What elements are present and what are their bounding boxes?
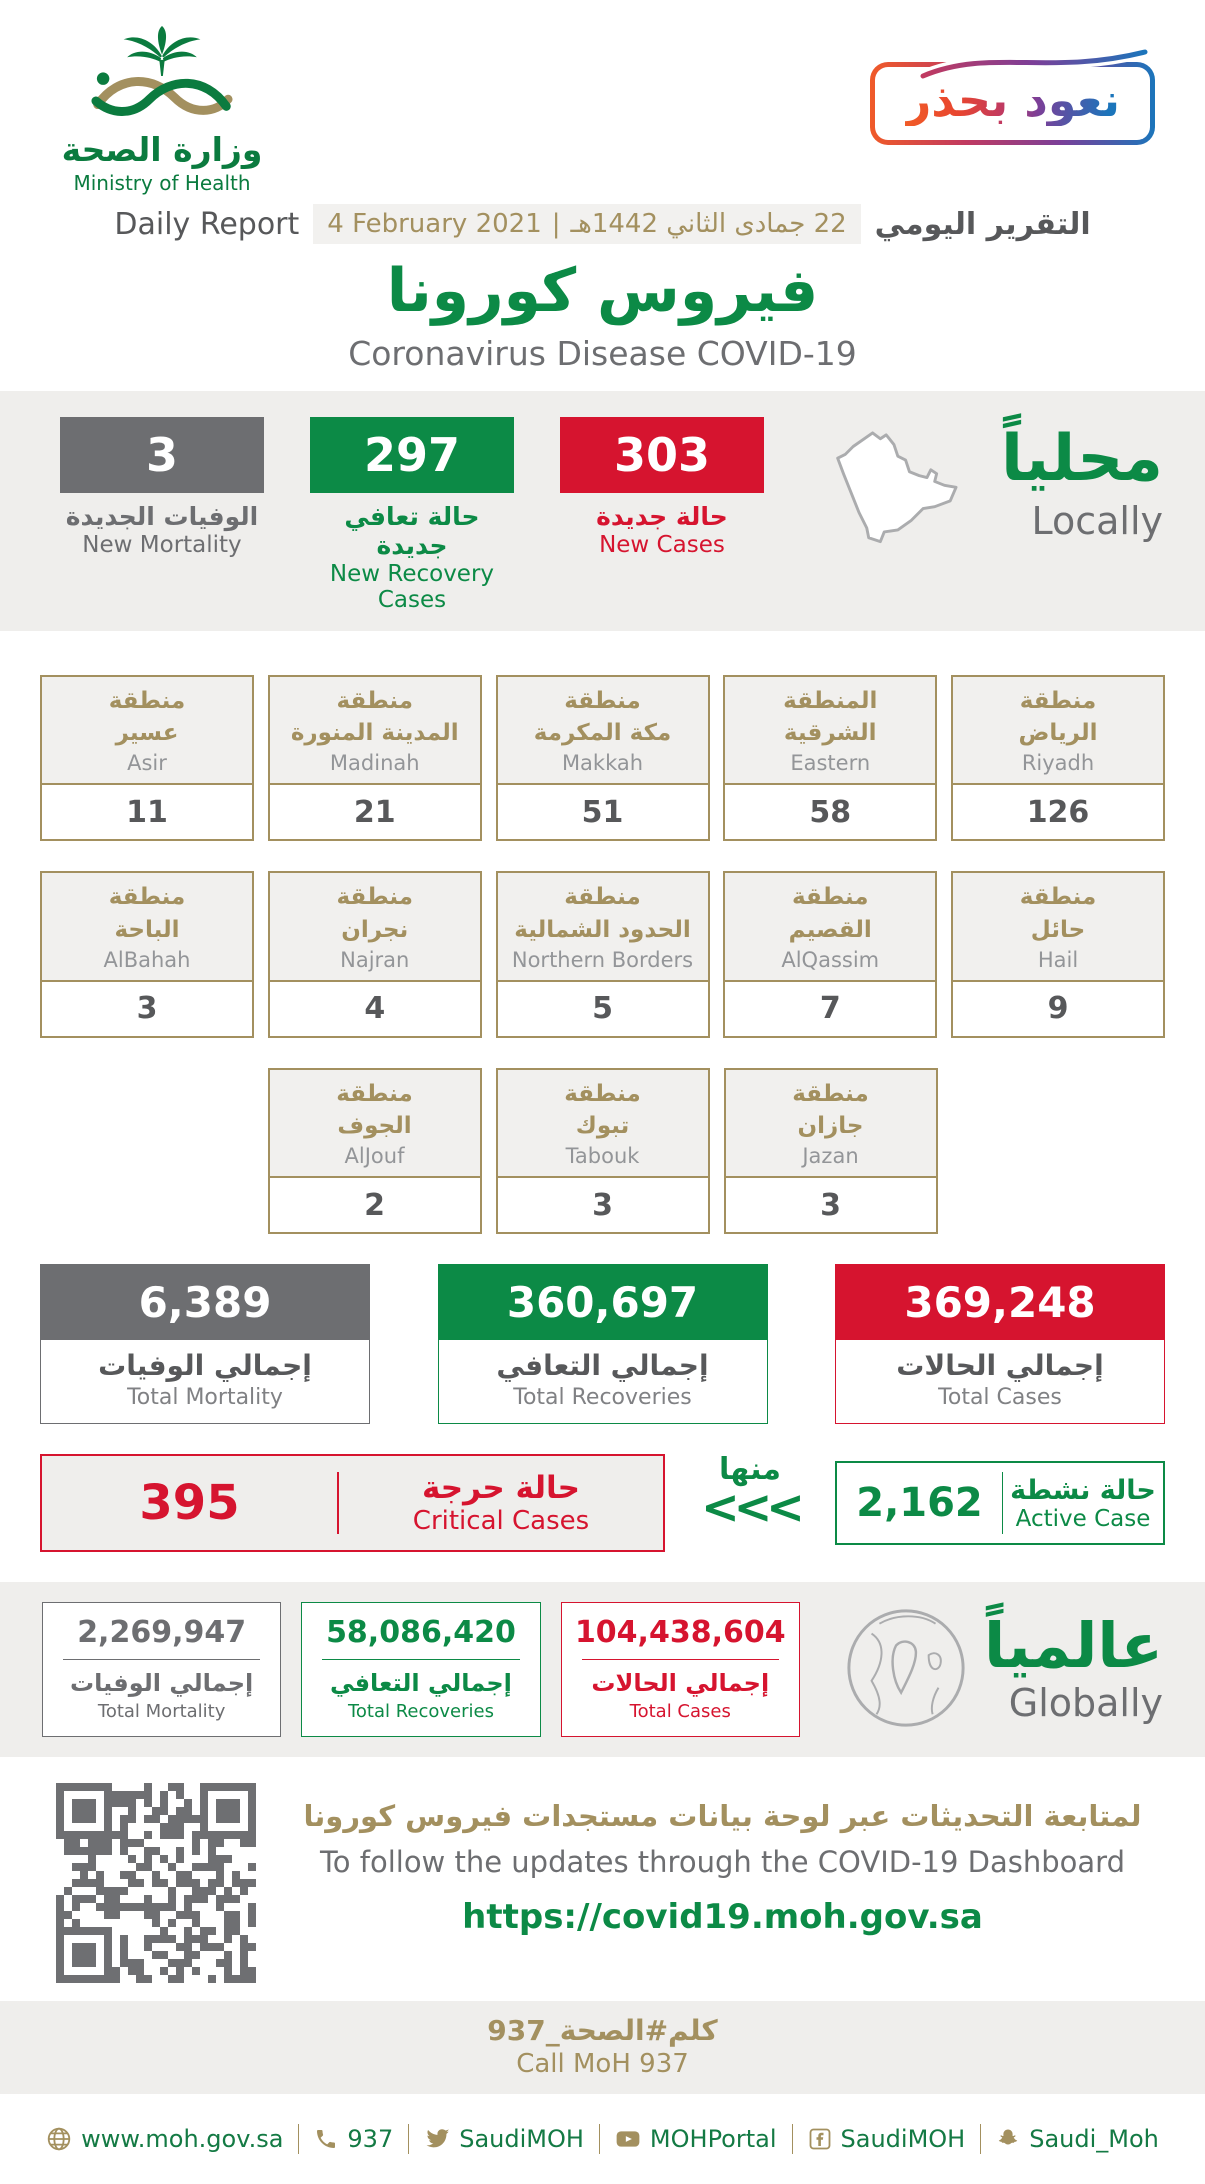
global-stat-label-arabic: إجمالي التعافي [330, 1669, 512, 1698]
qr-code [56, 1783, 256, 1983]
region-name-english: Najran [340, 947, 410, 972]
stat-label-arabic: حالة جديدة [596, 502, 728, 531]
global-stat-label-arabic: إجمالي الوفيات [70, 1669, 254, 1698]
stat-value: 303 [560, 417, 764, 493]
region-card [723, 675, 937, 841]
region-name-english: Madinah [329, 751, 420, 776]
footer-item-text: SaudiMOH [459, 2125, 584, 2154]
regions-grid [0, 631, 1205, 1234]
footer-item-text: www.moh.gov.sa [81, 2125, 284, 2154]
total-stat [835, 1264, 1165, 1424]
twitter-icon [424, 2126, 450, 2152]
region-name-english: Hail [1037, 947, 1079, 972]
critical-cases-labels [339, 1470, 663, 1536]
facebook-icon [808, 2127, 832, 2151]
call-moh-english: Call MoH 937 [516, 2049, 689, 2080]
region-card-header [726, 1070, 936, 1178]
total-label-english: Total Cases [938, 1385, 1062, 1411]
region-new-cases-value: 9 [1047, 991, 1069, 1027]
logo-title-english: Ministry of Health [73, 171, 251, 195]
region-card-header [498, 677, 708, 785]
locally-label-english: Locally [1031, 499, 1163, 543]
total-label-english: Total Mortality [127, 1385, 283, 1411]
region-name-arabic-prefix: المنطقة [783, 688, 878, 714]
local-totals-row [0, 1264, 1205, 1424]
region-name-arabic: حائل [1030, 916, 1086, 943]
region-card [268, 871, 482, 1037]
region-new-cases-value: 126 [1026, 794, 1090, 830]
call-moh-arabic: كلم#الصحة_937 [487, 2014, 718, 2048]
region-card [268, 675, 482, 841]
stat-value: 3 [60, 417, 264, 493]
dashboard-url-link[interactable]: https://covid19.moh.gov.sa [462, 1897, 983, 1938]
region-card [496, 1068, 710, 1234]
footer-separator [599, 2124, 600, 2154]
footer-social-bar [0, 2094, 1205, 2184]
active-cases-labels [1003, 1475, 1163, 1532]
page-title-arabic: فيروس كورونا [386, 256, 819, 326]
region-new-cases-value: 3 [820, 1187, 841, 1223]
total-label-arabic: إجمالي التعافي [496, 1349, 709, 1383]
region-name-arabic: الجوف [337, 1112, 412, 1139]
region-name-english: Jazan [802, 1144, 859, 1169]
globally-section [0, 1582, 1205, 1757]
region-card-header [270, 1070, 480, 1178]
globe-icon [842, 1604, 970, 1736]
region-new-cases-value: 58 [809, 794, 852, 830]
regions-row-3 [40, 1068, 1165, 1234]
chevrons-left-icon: <<< [701, 1479, 799, 1534]
region-card-header [953, 873, 1163, 981]
active-label-arabic: حالة نشطة [1010, 1474, 1156, 1506]
footer-item[interactable] [615, 2125, 777, 2153]
footer-item[interactable] [314, 2125, 393, 2153]
footer-item-text: 937 [347, 2125, 394, 2154]
footer-separator [980, 2124, 981, 2154]
phone-icon [314, 2127, 338, 2151]
region-name-english: Riyadh [1021, 751, 1095, 776]
active-cases-box [835, 1461, 1165, 1545]
of-which-label-arabic: منها [719, 1451, 781, 1487]
region-card [951, 871, 1165, 1037]
global-stat [561, 1602, 800, 1737]
global-stat [301, 1602, 540, 1737]
footer-separator [298, 2124, 299, 2154]
badge-text: نعود بحذر [904, 73, 1120, 127]
region-new-cases-value: 11 [126, 794, 168, 830]
region-card [496, 871, 710, 1037]
global-stat-label-english: Total Cases [629, 1701, 731, 1723]
region-name-arabic-prefix: منطقة [792, 1080, 869, 1107]
region-card [723, 871, 937, 1037]
region-name-arabic-prefix: منطقة [108, 884, 186, 911]
footer-item[interactable] [424, 2125, 584, 2153]
divider [63, 1659, 260, 1660]
region-card [40, 871, 254, 1037]
critical-cases-box [40, 1454, 665, 1552]
dashboard-text [280, 1783, 1165, 1937]
region-name-english: AlQassim [781, 947, 880, 972]
total-value: 6,389 [40, 1264, 370, 1340]
region-name-arabic-prefix: منطقة [564, 1080, 641, 1107]
call-moh-band [0, 2001, 1205, 2094]
page-header [0, 0, 1205, 200]
region-card [268, 1068, 482, 1234]
region-card-header [498, 873, 708, 981]
global-stat [42, 1602, 281, 1737]
region-name-arabic-prefix: منطقة [108, 688, 186, 714]
divider [322, 1659, 519, 1660]
region-name-arabic: نجران [341, 916, 409, 943]
globe-icon [46, 2126, 72, 2152]
region-name-arabic-prefix: منطقة [336, 688, 414, 714]
report-date: 22 جمادى الثاني 1442هـ | 4 February 2021 [313, 204, 860, 244]
footer-item-text: MOHPortal [649, 2125, 777, 2154]
footer-item[interactable] [808, 2125, 966, 2153]
region-name-english: Makkah [561, 751, 644, 776]
region-new-cases-value: 51 [581, 794, 624, 830]
regions-row-1 [40, 675, 1165, 841]
region-name-arabic: تبوك [575, 1112, 630, 1139]
critical-cases-value: 395 [139, 1475, 240, 1532]
region-card-header [498, 1070, 708, 1178]
stat-label-english: New Recovery Cases [329, 561, 495, 613]
region-name-arabic-prefix: منطقة [1019, 688, 1097, 714]
region-card-header [42, 873, 252, 981]
footer-item[interactable] [46, 2125, 283, 2153]
logo-title-arabic: وزارة الصحة [61, 130, 263, 169]
region-name-english: Tabouk [565, 1144, 640, 1169]
region-name-arabic-prefix: منطقة [564, 688, 641, 714]
daily-report-arabic: التقرير اليومي [874, 206, 1091, 242]
stat-label-arabic: الوفيات الجديدة [65, 502, 259, 531]
locally-stat [310, 417, 514, 613]
region-name-arabic: المدينة المنورة [290, 720, 459, 747]
region-card [724, 1068, 938, 1234]
footer-item-text: Saudi_Moh [1029, 2125, 1159, 2154]
moh-palm-emblem-icon [67, 26, 257, 126]
region-new-cases-value: 2 [364, 1187, 385, 1223]
total-labels [40, 1340, 370, 1424]
total-stat [438, 1264, 768, 1424]
region-name-arabic: مكة المكرمة [533, 720, 672, 747]
region-new-cases-value: 21 [353, 794, 396, 830]
region-name-english: Eastern [790, 751, 871, 776]
region-card-header [953, 677, 1163, 785]
region-card-header [270, 677, 480, 785]
region-name-arabic-prefix: منطقة [564, 884, 641, 911]
total-value: 360,697 [438, 1264, 768, 1340]
active-cases-value: 2,162 [856, 1480, 983, 1527]
active-critical-row [0, 1451, 1205, 1552]
region-card [496, 675, 710, 841]
global-stat-value: 104,438,604 [574, 1615, 786, 1651]
region-name-arabic: الشرقية [783, 720, 877, 747]
footer-separator [792, 2124, 793, 2154]
divider [582, 1659, 779, 1660]
locally-label [1001, 417, 1163, 543]
total-label-english: Total Recoveries [513, 1385, 692, 1411]
region-card-header [725, 677, 935, 785]
region-name-english: Northern Borders [511, 947, 694, 972]
daily-report-line [0, 204, 1205, 244]
total-label-arabic: إجمالي الحالات [896, 1349, 1104, 1383]
region-new-cases-value: 7 [819, 991, 841, 1027]
badge-frame [870, 62, 1155, 145]
region-name-arabic: الحدود الشمالية [514, 916, 691, 943]
youtube-icon [615, 2126, 641, 2152]
regions-row-2 [40, 871, 1165, 1037]
region-new-cases-value: 3 [136, 991, 158, 1027]
region-name-arabic-prefix: منطقة [336, 884, 414, 911]
region-card [40, 675, 254, 841]
footer-item-text: SaudiMOH [840, 2125, 966, 2154]
globally-label [983, 1608, 1164, 1725]
region-name-arabic: جازان [797, 1112, 864, 1139]
globally-label-arabic: عالمياً [983, 1608, 1164, 1682]
critical-label-english: Critical Cases [412, 1506, 590, 1537]
of-which-indicator [665, 1451, 835, 1534]
region-card-header [270, 873, 480, 981]
total-labels [438, 1340, 768, 1424]
global-stat-label-arabic: إجمالي الحالات [591, 1669, 770, 1698]
stat-label-english: New Mortality [82, 532, 242, 558]
region-name-english: AlJouf [344, 1144, 405, 1169]
region-name-arabic: القصيم [788, 916, 872, 943]
total-label-arabic: إجمالي الوفيات [98, 1349, 312, 1383]
globally-label-english: Globally [1008, 1680, 1164, 1725]
region-name-arabic: الباحة [114, 916, 180, 943]
region-new-cases-value: 4 [364, 991, 386, 1027]
locally-section [0, 391, 1205, 631]
global-stat-label-english: Total Recoveries [347, 1701, 494, 1723]
moh-logo [52, 26, 272, 195]
total-value: 369,248 [835, 1264, 1165, 1340]
returning-cautiously-badge [870, 62, 1155, 145]
region-card-header [725, 873, 935, 981]
critical-label-arabic: حالة حرجة [422, 1470, 580, 1507]
report-date-hijri: 22 جمادى الثاني 1442هـ [570, 209, 847, 239]
region-name-english: AlBahah [103, 947, 191, 972]
region-name-english: Asir [127, 751, 167, 776]
snapchat-icon [996, 2127, 1020, 2151]
region-name-arabic-prefix: منطقة [791, 884, 869, 911]
total-labels [835, 1340, 1165, 1424]
saudi-arabia-map-icon [826, 421, 991, 575]
stat-label-arabic: حالة تعافي جديدة [344, 502, 480, 560]
region-name-arabic-prefix: منطقة [336, 1080, 413, 1107]
global-stat-value: 2,269,947 [77, 1615, 247, 1651]
global-stat-value: 58,086,420 [326, 1615, 516, 1651]
locally-stat [60, 417, 264, 558]
stat-label-english: New Cases [599, 532, 725, 558]
dashboard-line-english: To follow the updates through the COVID-19 Dashboard [320, 1845, 1125, 1880]
global-stat-label-english: Total Mortality [97, 1701, 226, 1723]
page-title-english: Coronavirus Disease COVID-19 [348, 334, 857, 373]
region-new-cases-value: 5 [592, 991, 613, 1027]
region-card [951, 675, 1165, 841]
region-name-arabic-prefix: منطقة [1019, 884, 1097, 911]
footer-item[interactable] [996, 2125, 1159, 2153]
dashboard-section [0, 1757, 1205, 2001]
active-label-english: Active Case [1015, 1505, 1151, 1532]
locally-stat [560, 417, 764, 558]
footer-separator [408, 2124, 409, 2154]
region-card-header [42, 677, 252, 785]
stat-value: 297 [310, 417, 514, 493]
dashboard-line-arabic: لمتابعة التحديثات عبر لوحة بيانات مستجدات فيروس كورونا [303, 1799, 1142, 1834]
region-name-arabic: عسير [115, 720, 179, 747]
locally-label-arabic: محلياً [1000, 422, 1163, 496]
daily-report-english: Daily Report [114, 206, 300, 242]
region-name-arabic: الرياض [1018, 720, 1098, 747]
report-date-gregorian: 4 February 2021 [327, 209, 542, 239]
total-stat [40, 1264, 370, 1424]
region-new-cases-value: 3 [592, 1187, 613, 1223]
